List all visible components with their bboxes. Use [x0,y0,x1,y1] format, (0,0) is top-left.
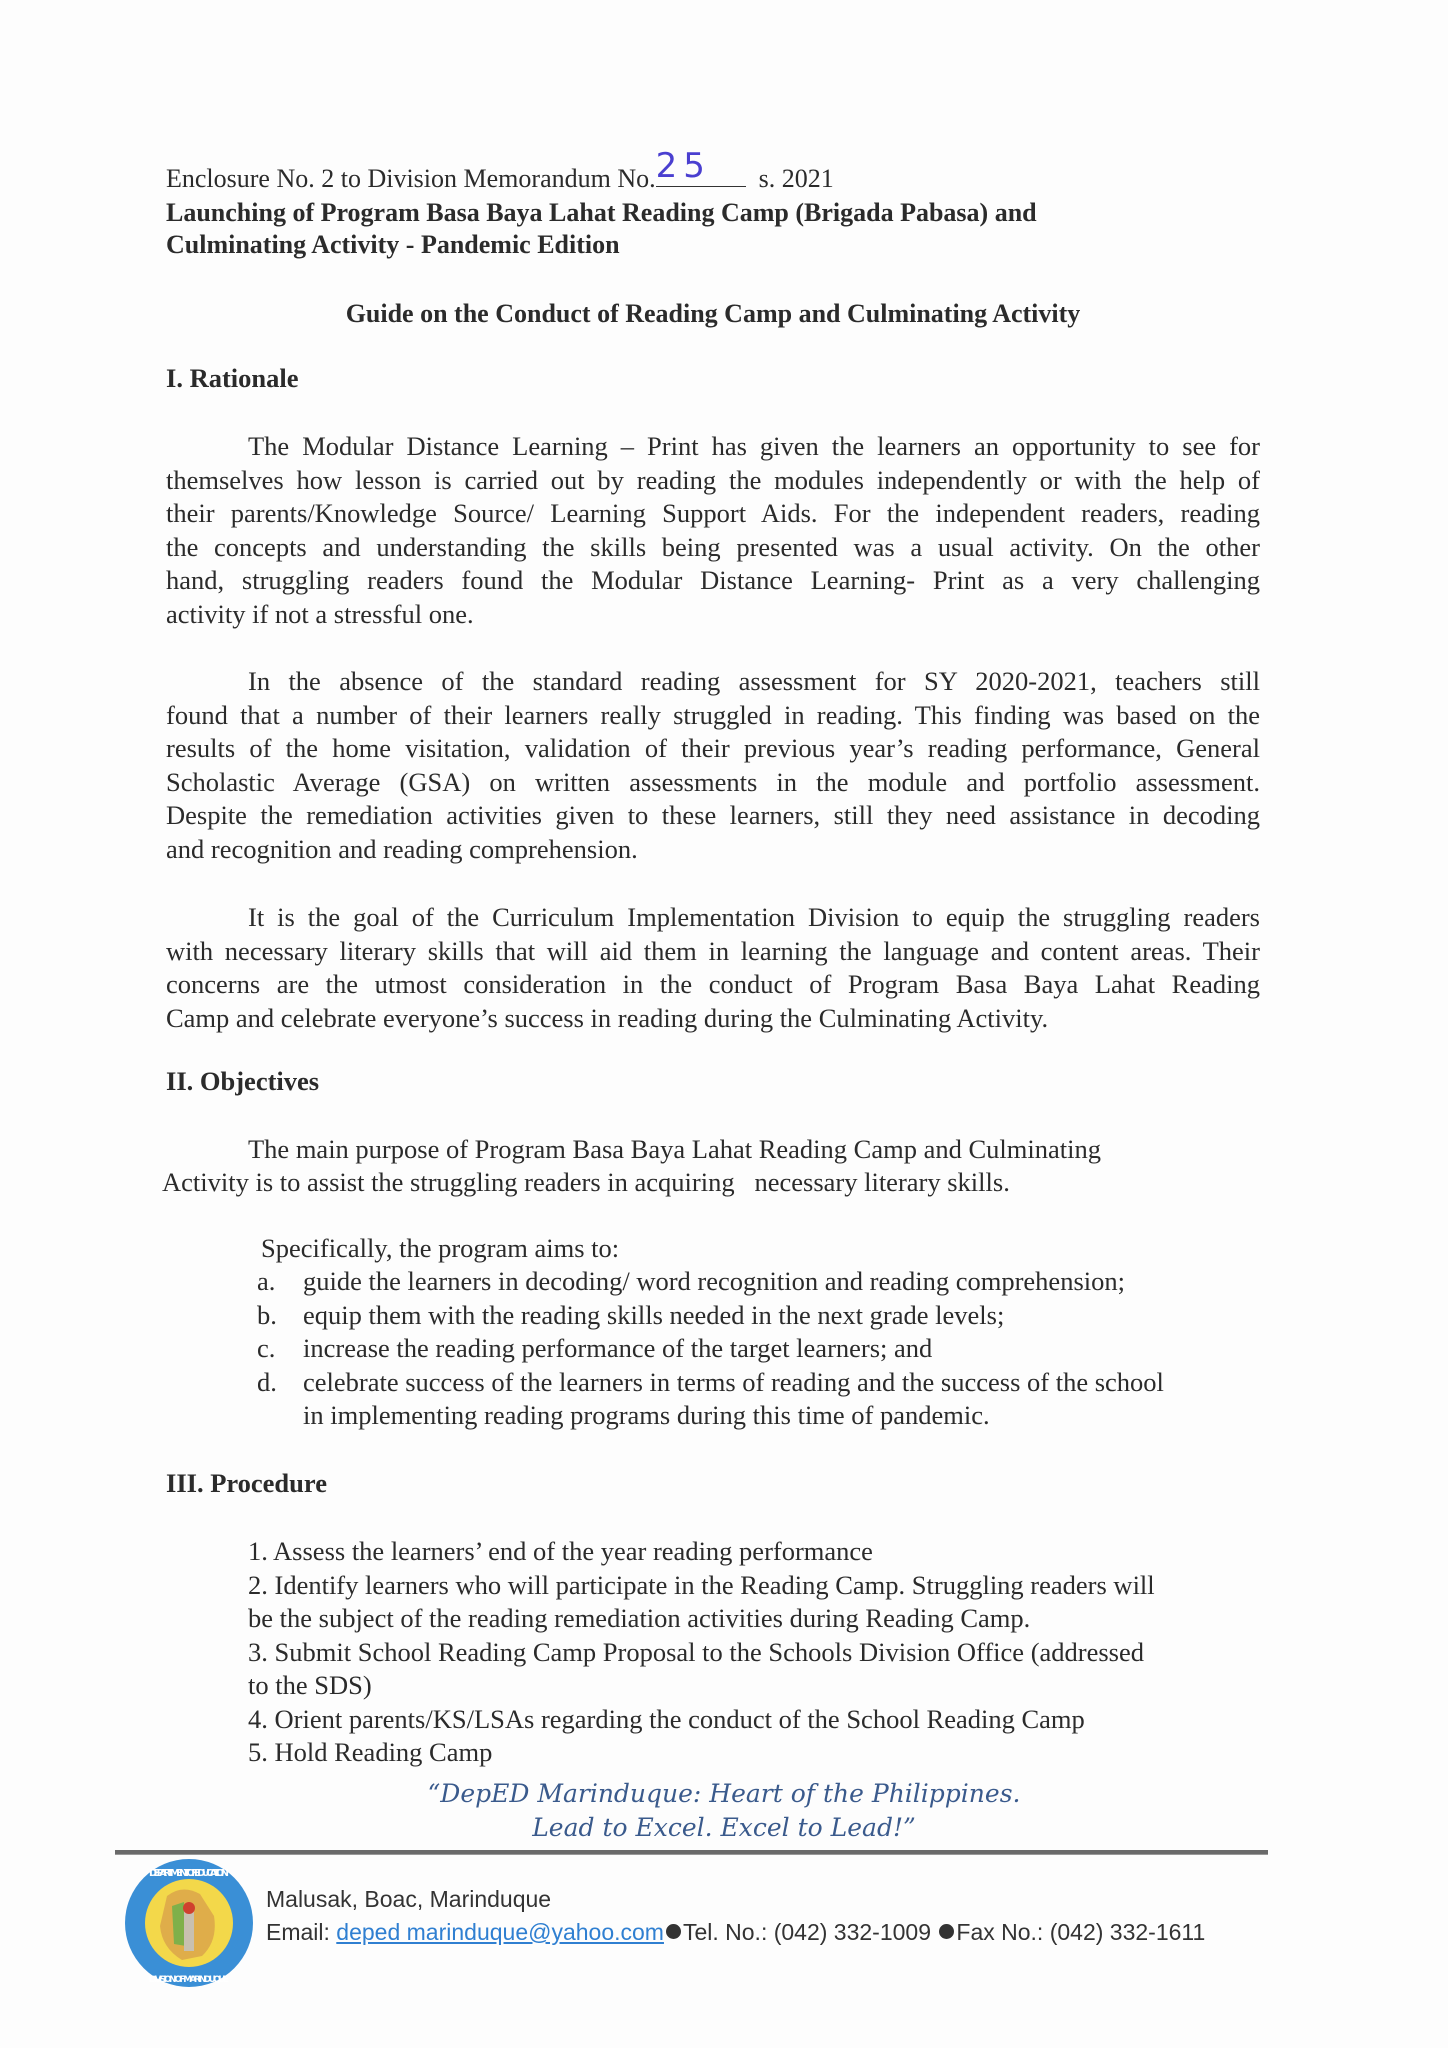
fax: Fax No.: (042) 332-1611 [956,1919,1206,1945]
rationale-heading: I. Rationale [166,363,299,393]
procedure-step-line: 2. Identify learners who will participate in the Reading Camp. Struggling readers will [248,1569,1155,1600]
contact-line [266,1919,1205,1946]
paragraph-line: Despite the remediation activities given to these learners, still they need assistance in decoding [166,800,1260,830]
paragraph-line: It is the goal of the Curriculum Implementation Division to equip the struggling readers [248,902,1260,932]
paragraph-line: with necessary literary skills that will aid them in learning the language and content areas. Their [166,935,1260,966]
procedure-step-line: to the SDS) [248,1670,372,1700]
paragraph-line: concerns are the utmost consideration in the conduct of Program Basa Baya Lahat Reading [166,969,1260,999]
procedure-step-line: 4. Orient parents/KS/LSAs regarding the conduct of the School Reading Camp [248,1703,1085,1734]
memo-number-blank [655,146,746,187]
paragraph-line: In the absence of the standard reading assessment for SY 2020-2021, teachers still [248,666,1260,696]
paragraph-line: the concepts and understanding the skills being presented was a usual activity. On the other [166,531,1260,562]
memo-number-handwritten: 25 [655,146,711,186]
objective-item-text: celebrate success of the learners in terms of reading and the success of the school [303,1366,1164,1397]
bullet-icon [939,1924,954,1939]
objectives-intro: Specifically, the program aims to: [261,1233,620,1263]
paragraph-line: The Modular Distance Learning – Print has given the learners an opportunity to see for [248,431,1260,461]
objectives-paragraph-line-2: Activity is to assist the struggling readers in acquiring necessary literary skills. [162,1167,1010,1197]
objective-item-text: in implementing reading programs during this time of pandemic. [303,1400,990,1430]
paragraph-line: Scholastic Average (GSA) on written assessments in the module and portfolio assessment. [166,766,1260,797]
paragraph-line: Camp and celebrate everyone’s success in reading during the Culminating Activity. [166,1002,1049,1033]
seal-text-top: DEPARTMENT OF EDUCATION [149,1868,229,1879]
motto-line-2: Lead to Excel. Excel to Lead!” [532,1813,916,1842]
paragraph-line: themselves how lesson is carried out by reading the modules independently or with the help of [166,464,1260,495]
objectives-paragraph-line-1: The main purpose of Program Basa Baya Lahat Reading Camp and Culminating [248,1134,1101,1164]
enclosure-prefix: Enclosure No. 2 to Division Memorandum No. [166,164,656,193]
objective-item-text: increase the reading performance of the target learners; and [303,1333,933,1363]
enclosure-line [166,146,834,195]
paragraph-line: activity if not a stressful one. [166,598,474,629]
paragraph-line: their parents/Knowledge Source/ Learning Support Aids. For the independent readers, reading [166,498,1260,528]
motto-line-1: “DepED Marinduque: Heart of the Philippines. [427,1779,1021,1808]
objective-letter: b. [257,1299,277,1330]
bullet-icon [666,1924,681,1939]
paragraph-line: found that a number of their learners really struggled in reading. This finding was based on the [166,699,1260,730]
procedure-step-line: 5. Hold Reading Camp [248,1737,493,1767]
email-label: Email: [266,1919,330,1945]
objective-letter: a. [257,1266,276,1296]
telephone: Tel. No.: (042) 332-1009 [682,1919,932,1945]
deped-division-seal-icon [122,1856,256,1990]
email-link[interactable]: deped marinduque@yahoo.com [336,1919,664,1945]
title-line-1: Launching of Program Basa Baya Lahat Reading Camp (Brigada Pabasa) and [166,198,1037,227]
footer-divider [115,1850,1268,1855]
procedure-step-line: be the subject of the reading remediation activities during Reading Camp. [248,1603,1031,1633]
objective-letter: c. [257,1333,276,1363]
paragraph-line: and recognition and reading comprehension. [166,833,638,864]
objective-letter: d. [257,1366,277,1397]
procedure-heading: III. Procedure [166,1468,327,1498]
procedure-step-line: 3. Submit School Reading Camp Proposal to the Schools Division Office (addressed [248,1636,1145,1667]
procedure-step-line: 1. Assess the learners’ end of the year reading performance [248,1536,873,1566]
objectives-heading: II. Objectives [166,1066,320,1096]
paragraph-line: hand, struggling readers found the Modular Distance Learning- Print as a very challenging [166,565,1260,595]
paragraph-line: results of the home visitation, validation of their previous year’s reading performance, General [166,733,1260,763]
series: s. 2021 [758,164,834,193]
guide-title: Guide on the Conduct of Reading Camp and Culminating Activity [345,299,1081,328]
address: Malusak, Boac, Marinduque [266,1886,552,1912]
objective-item-text: equip them with the reading skills needed in the next grade levels; [303,1299,1005,1330]
title-line-2: Culminating Activity - Pandemic Edition [166,230,620,259]
objective-item-text: guide the learners in decoding/ word recognition and reading comprehension; [303,1266,1125,1296]
seal-text-bottom: DIVISION OF MARINDUQUE [149,1975,229,1985]
